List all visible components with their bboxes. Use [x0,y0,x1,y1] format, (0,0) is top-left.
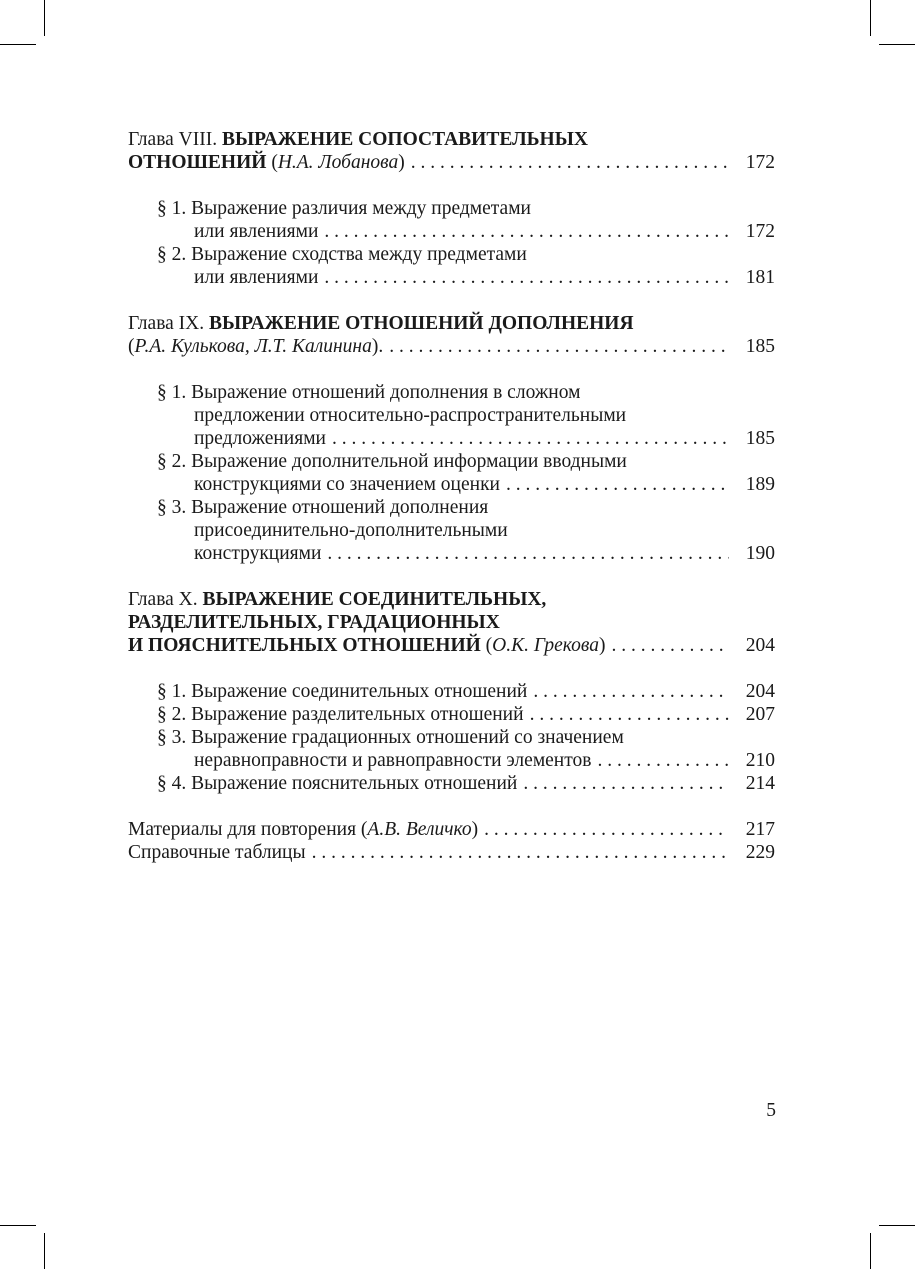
chapter-author: Р.А. Кулькова, Л.Т. Калинина [134,336,372,357]
dot-leader [306,841,729,864]
toc-section[interactable]: § 2. Выражение дополнительной информации вводными конструкциями со значением оценки . . . 189 [128,450,775,496]
page-ref: 204 [745,681,775,702]
page-ref: 214 [745,773,775,794]
crop-mark [879,1225,915,1226]
dot-leader [405,151,729,174]
chapter-heading-line: Глава VIII. ВЫРАЖЕНИЕ СОПОСТАВИТЕЛЬНЫХ [128,129,588,150]
toc-chapter-8[interactable] [128,128,775,174]
table-of-contents [128,128,775,864]
dot-leader [517,772,729,795]
toc-section[interactable]: § 1. Выражение отношений дополнения в сложном предложении относительно-распространительными предложениями . . . 185 [128,381,775,450]
chapter-author: О.К. Грекова [492,635,599,656]
dot-leader [527,680,729,703]
crop-mark [879,44,915,45]
chapter-author: Н.А. Лобанова [277,152,399,173]
crop-mark [870,1233,871,1269]
chapter-heading-line: РАЗДЕЛИТЕЛЬНЫХ, ГРАДАЦИОННЫХ [128,612,500,633]
chapter-heading-line: (Р.А. Кулькова, Л.Т. Калинина). . . . 185 [128,335,775,358]
dot-leader [383,335,729,358]
toc-section[interactable]: § 1. Выражение различия между предметами или явлениями . . . 172 [128,197,775,243]
page-ref: 172 [745,221,775,242]
page-ref: 217 [745,819,775,840]
page-ref: 229 [745,842,775,863]
dot-leader [606,634,730,657]
toc-section[interactable]: § 3. Выражение отношений дополнения присоединительно-дополнительными конструкциями . . . 190 [128,496,775,565]
dot-leader [318,266,729,289]
chapter-title: ВЫРАЖЕНИЕ СОПОСТАВИТЕЛЬНЫХ [222,129,588,150]
toc-section[interactable]: § 4. Выражение пояснительных отношений . . . 214 [128,772,775,795]
chapter-author: А.В. Величко [367,819,472,840]
chapter-title: ВЫРАЖЕНИЕ СОЕДИНИТЕЛЬНЫХ, [202,589,547,610]
page-ref: 189 [745,474,775,495]
chapter-title: ВЫРАЖЕНИЕ ОТНОШЕНИЙ ДОПОЛНЕНИЯ [209,313,634,334]
page-number: 5 [766,1100,776,1121]
toc-reference-tables[interactable]: Справочные таблицы . . . 229 [128,841,775,864]
crop-mark [0,44,36,45]
chapter-heading-line: ОТНОШЕНИЙ (Н.А. Лобанова) . . . 172 [128,151,775,174]
toc-chapter-9[interactable] [128,312,775,358]
page-ref: 190 [745,543,775,564]
page-ref: 185 [745,336,775,357]
toc-review-materials[interactable]: Материалы для повторения (А.В. Величко) . . . 217 [128,818,775,841]
page-ref: 185 [745,428,775,449]
dot-leader [326,427,729,450]
dot-leader [318,220,729,243]
dot-leader [478,818,729,841]
chapter-heading-line: Глава IX. ВЫРАЖЕНИЕ ОТНОШЕНИЙ ДОПОЛНЕНИЯ [128,313,634,334]
crop-mark [0,1225,36,1226]
dot-leader [591,749,729,772]
toc-section[interactable]: § 2. Выражение сходства между предметами или явлениями . . . 181 [128,243,775,289]
crop-mark [870,0,871,36]
toc-section[interactable]: § 1. Выражение соединительных отношений . . . 204 [128,680,775,703]
page-ref: 181 [745,267,775,288]
crop-mark [44,0,45,36]
page-ref: 207 [745,704,775,725]
chapter-heading-line: Глава X. ВЫРАЖЕНИЕ СОЕДИНИТЕЛЬНЫХ, [128,589,547,610]
page-ref: 204 [745,635,775,656]
dot-leader [524,703,729,726]
page-ref: 210 [745,750,775,771]
crop-mark [44,1233,45,1269]
dot-leader [500,473,729,496]
toc-chapter-10[interactable] [128,588,775,657]
toc-section[interactable]: § 3. Выражение градационных отношений со значением неравноправности и равноправности элементов . . . 210 [128,726,775,772]
toc-section[interactable]: § 2. Выражение разделительных отношений . . . 207 [128,703,775,726]
dot-leader [321,542,729,565]
page-ref: 172 [745,152,775,173]
chapter-heading-line: И ПОЯСНИТЕЛЬНЫХ ОТНОШЕНИЙ (О.К. Грекова) . . . 204 [128,634,775,657]
